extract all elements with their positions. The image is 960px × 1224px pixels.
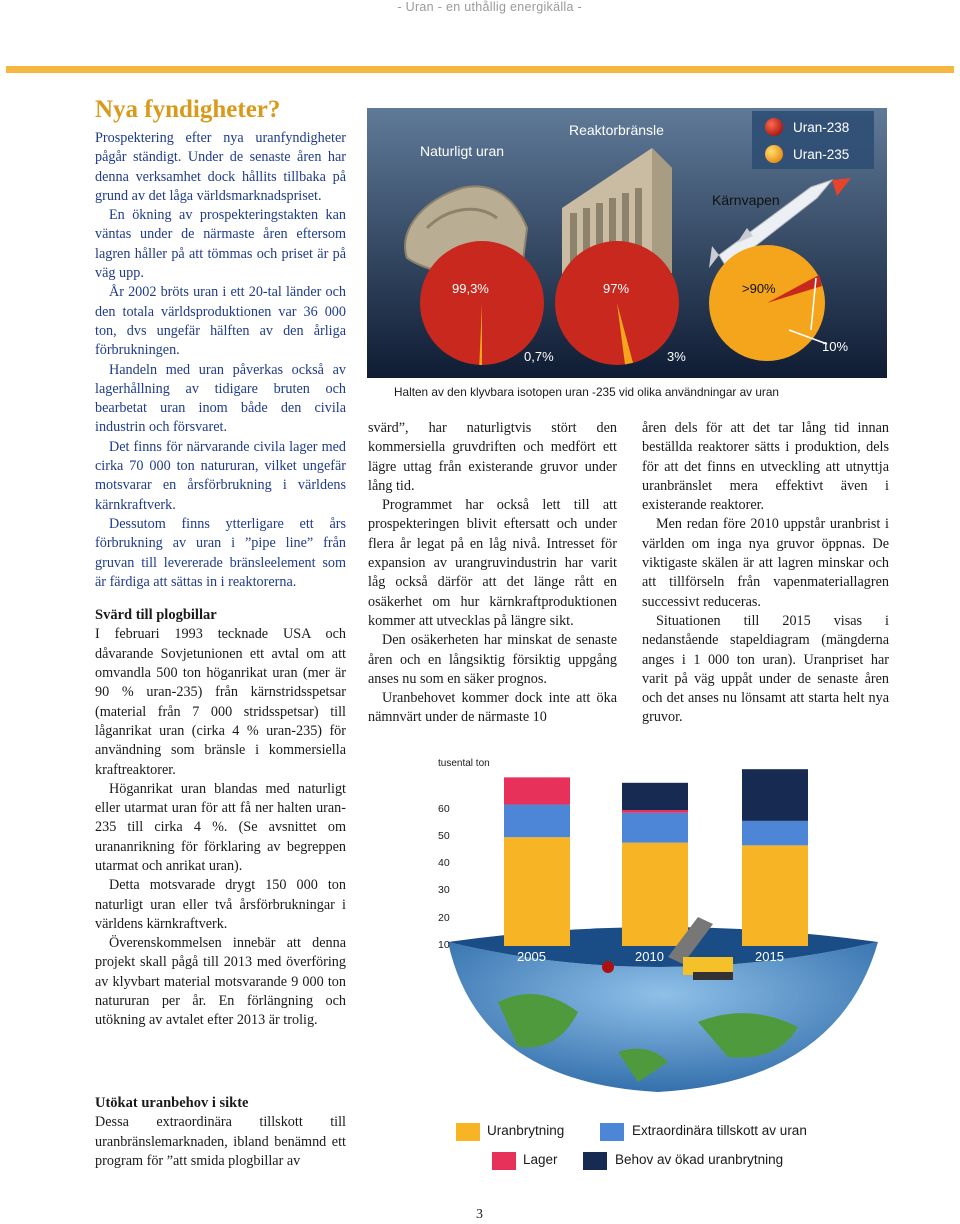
label-natural-uranium: Naturligt uran [420,143,505,159]
paragraph: Detta motsvarade drygt 150 000 ton naturligt uran eller två årsförbrukningar i världens kärnkraftverk. [95,877,346,932]
legend-label: Behov av ökad uranbrytning [615,1152,784,1167]
pie-label-big: 99,3% [452,281,489,296]
y-tick-label: 40 [438,857,450,870]
paragraph: åren dels för att det tar lång tid innan beställda reaktorer sätts i produktion, dels för att det finns en utveckling att utnyttja uranbränslet mera effektivt även i existerande reaktorer. [642,420,889,514]
label-weapons: Kärnvapen [712,192,780,208]
bar-2010-segment-2 [622,810,688,813]
section-heading: Utökat uranbehov i sikte [95,1095,249,1111]
u235-swatch [765,145,783,163]
legend-swatch [583,1152,607,1170]
pie-reactor-fuel [555,241,679,365]
paragraph: År 2002 bröts uran i ett 20-tal länder och den totala världsproduktionen var 36 000 ton, dvs ungefär hälften av den årliga förbrukningen. [95,284,346,359]
isotope-infographic [367,108,887,378]
legend-label: Extraordinära tillskott av uran [632,1123,807,1138]
running-header: - Uran - en uthållig energikälla - [397,0,582,14]
pie-label-big: >90% [742,281,776,296]
pie-label-big: 97% [603,281,630,296]
bar-2015-segment-3 [742,769,808,821]
left-column-bottom [95,1094,346,1171]
y-axis-label: tusental ton [438,758,490,769]
paragraph: Prospektering efter nya uranfyndigheter pågår ständigt. Under de senaste åren har denna verksamhet dock hållits tillbaka på grund av det låga världsmarknadspriset. [95,130,346,204]
section-heading: Svärd till plogbillar [95,607,217,624]
infographic-caption: Halten av den klyvbara isotopen uran -235 vid olika användningar av uran [394,385,779,399]
y-tick-label: 30 [438,884,450,897]
label-u235: Uran-235 [793,147,850,162]
paragraph: Det finns för närvarande civila lager med cirka 70 000 ton natururan, vilket ungefär motsvarar en årsförbrukning i världens kärnkraftverk. [95,438,346,513]
bar-2015-segment-1 [742,821,808,845]
paragraph: Dessa extraordinära tillskott till uranbränslemarknaden, ibland benämnd ett program för ”att smida plogbillar av [95,1114,346,1169]
legend-swatch [492,1152,516,1170]
pie-label-small: 10% [822,339,849,354]
legend-swatch [456,1123,480,1141]
x-tick-label: 2005 [517,949,546,964]
pie-natural-uranium [420,241,544,365]
legend-label: Lager [523,1152,558,1167]
paragraph: Uranbehovet kommer dock inte att öka nämnvärt under de närmaste 10 [368,690,617,726]
header-rule [6,66,954,73]
paragraph: Överenskommelsen innebär att denna projekt skall pågå till 2013 med överföring av klyvbart material motsvarande 9 000 ton natururan per år. En förlängning och utökning av avtalet efter 2013 är trolig. [95,935,346,1029]
legend-swatch [600,1123,624,1141]
page-title: Nya fyndigheter? [95,96,281,123]
paragraph: Höganrikat uran blandas med naturligt eller utarmat uran för att få ner halten uran-235 till cirka 4 %. (Se avsnittet om urananrikning för förklaring av begreppen utarmat och anrikat uran). [95,780,346,874]
paragraph: Handeln med uran påverkas också av lagerhållning av tidigare bruten och bearbetat uran inom både den civila industrin och försvaret. [95,361,346,436]
chart-legend [456,1118,856,1178]
bar-2010-segment-0 [622,843,688,946]
paragraph: Den osäkerheten har minskat de senaste åren och en långsiktig försiktig uppgång anses nu som en säker prognos. [368,632,617,687]
uranium-bar-chart [368,752,928,1092]
bar-2005-segment-1 [504,805,570,838]
paragraph: Situationen till 2015 visas i nedanstående stapeldiagram (mängderna anges i 1 000 ton uran). Uranpriset har varit på väg uppåt under de senaste åren och det anses nu lönsamt att starta helt nya gruvor. [642,612,889,726]
label-u238: Uran-238 [793,120,850,135]
pie-weapons [709,245,825,361]
right-column [642,419,889,728]
page-number: 3 [476,1207,483,1222]
bar-chart-svg [368,752,928,1092]
bar-2005-segment-0 [504,837,570,946]
y-tick-label: 50 [438,830,450,842]
paragraph: I februari 1993 tecknade USA och dåvarande Sovjetunionen ett avtal om att omvandla 500 ton höganrikat uran (mer är 90 % uran-235) från kärnstridsspetsar (material från 7 000 stridsspetsar) till låganrikat uran (cirka 4 % uran-235) för användning som bränsle i kommersiella kraftreaktorer. [95,626,346,778]
bar-2005-segment-2 [504,777,570,804]
paragraph: Programmet har också lett till att prospekteringen blivit eftersatt och under flera år legat på en låg nivå. Intresset för expansion av urangruvindustrin har varit låg också därför att det länge rått en osäkerhet om hur kärnkraftproduktionen kommer att utvecklas på längre sikt. [368,497,617,629]
pie-label-small: 0,7% [524,349,554,364]
left-column [95,94,346,1031]
paragraph: En ökning av prospekteringstakten kan väntas under de närmaste åren eftersom lagren håller på att tömmas och priset är på väg upp. [95,207,346,282]
y-tick-label: 20 [438,911,450,924]
x-tick-label: 2010 [635,949,664,964]
y-tick-label: 60 [438,802,450,815]
bar-2015-segment-0 [742,845,808,946]
y-tick-label: 10 [438,938,450,951]
u238-swatch [765,118,783,136]
bar-2010-segment-3 [622,783,688,810]
bar-2010-segment-1 [622,813,688,843]
paragraph: svärd”, har naturligtvis stört den kommersiella gruvdriften och medfört ett lägre uttag från existerande gruvor under lång tid. [368,420,617,494]
paragraph: Men redan före 2010 uppstår uranbrist i världen om inga nya gruvor öppnas. De viktigaste skälen är att lagren minskar och att tillförseln från vapenmateriallagren successivt reduceras. [642,516,889,610]
x-tick-label: 2015 [755,949,784,964]
pie-label-small: 3% [667,349,686,364]
middle-column [368,419,617,728]
legend-label: Uranbrytning [487,1123,565,1138]
label-reactor-fuel: Reaktorbränsle [569,122,664,138]
paragraph: Dessutom finns ytterligare ett års förbrukning av uran i ”pipe line” från gruvan till levererade bränsleelement som är färdiga att sättas in i reaktorerna. [95,515,346,590]
